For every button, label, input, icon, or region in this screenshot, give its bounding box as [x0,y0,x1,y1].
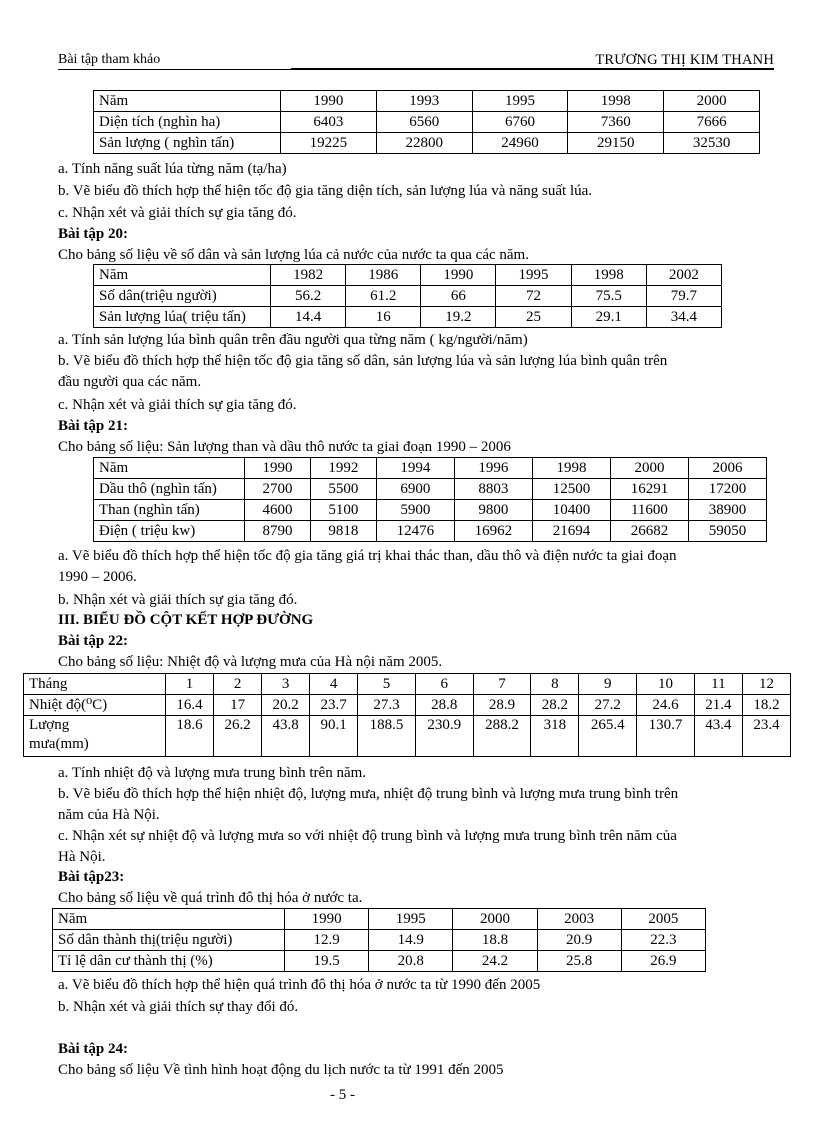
table-cell: 19225 [281,133,377,154]
table-cell: Năm [94,265,271,286]
ex22-b-cont: năm của Hà Nội. [58,807,160,823]
table-cell: 12500 [532,479,610,500]
ex19-a: a. Tính năng suất lúa từng năm (tạ/ha) [58,161,287,177]
table-cell: 2700 [245,479,311,500]
table-cell: Diện tích (nghìn ha) [94,112,281,133]
table-cell: 1995 [472,91,568,112]
table-cell: 1990 [285,909,369,930]
ex20-b: b. Vẽ biểu đồ thích hợp thể hiện tốc độ gia tăng số dân, sản lượng lúa và sản lượng lúa bình quân trên [58,353,668,369]
table-cell: Số dân(triệu người) [94,286,271,307]
table-cell: 1990 [245,458,311,479]
table-cell: 18.6 [166,716,214,757]
table-cell: 32530 [664,133,760,154]
ex21-a-cont: 1990 – 2006. [58,569,137,585]
table-cell: 21.4 [694,695,742,716]
table-row [24,695,791,716]
ex23-a: a. Vẽ biểu đồ thích hợp thể hiện quá trình đô thị hóa ở nước ta từ 1990 đến 2005 [58,977,541,993]
table-row [94,286,722,307]
table-cell: 24.6 [637,695,695,716]
table-cell: 1 [166,674,214,695]
table-cell: 9800 [454,500,532,521]
table-cell: 1994 [376,458,454,479]
table-cell: 5 [358,674,416,695]
header-rule-thick [291,68,774,70]
table-cell: 4600 [245,500,311,521]
table-cell: 72 [496,286,571,307]
table-row [24,716,791,757]
table-cell: 34.4 [646,307,721,328]
table-cell: 16 [346,307,421,328]
table-cell: 1996 [454,458,532,479]
table-cell: 188.5 [358,716,416,757]
table-cell: 5900 [376,500,454,521]
ex24-title: Bài tập 24: [58,1041,129,1057]
table-cell: 2006 [688,458,766,479]
table-cell: 75.5 [571,286,646,307]
table-cell: 10 [637,674,695,695]
table-cell: 24960 [472,133,568,154]
table-cell: 318 [531,716,579,757]
table-cell: 11600 [610,500,688,521]
table-cell: 22.3 [621,930,705,951]
table-cell: 230.9 [415,716,473,757]
table-row [94,521,767,542]
table-cell: 1998 [571,265,646,286]
table-cell: 21694 [532,521,610,542]
table-row [53,930,706,951]
ex20-c: c. Nhận xét và giải thích sự gia tăng đó. [58,397,297,413]
ex22-title: Bài tập 22: [58,633,129,649]
table-cell: 7 [473,674,531,695]
table-cell: 265.4 [579,716,637,757]
table-cell: 7360 [568,112,664,133]
table-cell: 79.7 [646,286,721,307]
table-cell: 8 [531,674,579,695]
table-cell: 6900 [376,479,454,500]
table-cell: 12476 [376,521,454,542]
table-cell: 2 [214,674,262,695]
table-cell: Sản lượng lúa( triệu tấn) [94,307,271,328]
table-cell: 24.2 [453,951,537,972]
table-cell: Dầu thô (nghìn tấn) [94,479,245,500]
ex21-b: b. Nhận xét và giải thích sự gia tăng đó. [58,592,298,608]
table-cell: 1992 [310,458,376,479]
table-cell: 2000 [453,909,537,930]
section-3-heading: III. BIỂU ĐỒ CỘT KẾT HỢP ĐƯỜNG [58,612,314,628]
table-cell: 27.3 [358,695,416,716]
table-cell: 1990 [421,265,496,286]
table-cell: 5500 [310,479,376,500]
ex19-c: c. Nhận xét và giải thích sự gia tăng đó. [58,205,297,221]
table-cell: 20.2 [262,695,310,716]
table-cell: Năm [94,91,281,112]
table-cell: 17 [214,695,262,716]
table-cell: 16291 [610,479,688,500]
table-cell: Tỉ lệ dân cư thành thị (%) [53,951,285,972]
table-cell: 9 [579,674,637,695]
table-hanoi-climate [23,673,791,757]
table-row [94,479,767,500]
table-cell: Tháng [24,674,166,695]
table-row [94,265,722,286]
table-cell: 5100 [310,500,376,521]
table-cell: 90.1 [310,716,358,757]
table-cell: 66 [421,286,496,307]
ex23-b: b. Nhận xét và giải thích sự thay đổi đó. [58,999,299,1015]
table-row [94,500,767,521]
table-cell: 2000 [664,91,760,112]
table-cell: 23.7 [310,695,358,716]
table-cell: 3 [262,674,310,695]
table-cell: 1986 [346,265,421,286]
table-cell: 1993 [376,91,472,112]
table-cell: Năm [94,458,245,479]
table-cell [24,716,166,757]
page-header [58,52,774,72]
ex23-title: Bài tập23: [58,869,125,885]
ex24-intro: Cho bảng số liệu Về tình hình hoạt động du lịch nước ta từ 1991 đến 2005 [58,1062,504,1078]
table-cell: 43.4 [694,716,742,757]
ex20-a: a. Tính sản lượng lúa bình quân trên đầu người qua từng năm ( kg/người/năm) [58,332,528,348]
table-row [94,458,767,479]
table-cell: 14.9 [369,930,453,951]
table-cell: 59050 [688,521,766,542]
table-cell: 19.5 [285,951,369,972]
table-cell: 25 [496,307,571,328]
table-cell: 2000 [610,458,688,479]
ex22-c: c. Nhận xét sự nhiệt độ và lượng mưa so với nhiệt độ trung bình và lượng mưa trung bình trên năm của [58,828,677,844]
table-cell: 1995 [369,909,453,930]
table-cell: 23.4 [742,716,790,757]
table-cell: 10400 [532,500,610,521]
table-cell: 4 [310,674,358,695]
table-cell: 288.2 [473,716,531,757]
table-cell: 1982 [271,265,346,286]
table-row [94,91,760,112]
header-right: TRƯƠNG THỊ KIM THANH [595,52,774,68]
table-cell: Than (nghìn tấn) [94,500,245,521]
table-cell: 11 [694,674,742,695]
header-left: Bài tập tham khảo [58,52,161,67]
table-cell: 56.2 [271,286,346,307]
table-cell: 61.2 [346,286,421,307]
table-cell: 29150 [568,133,664,154]
ex20-b-cont: đầu người qua các năm. [58,374,202,390]
table-cell: 8790 [245,521,311,542]
table-cell: 18.2 [742,695,790,716]
ex23-intro: Cho bảng số liệu về quá trình đô thị hóa ở nước ta. [58,890,363,906]
table-cell: 130.7 [637,716,695,757]
table-row [53,909,706,930]
table-cell: 12.9 [285,930,369,951]
table-urbanization [52,908,706,972]
table-row [94,112,760,133]
table-cell: 43.8 [262,716,310,757]
table-cell: 6403 [281,112,377,133]
table-cell: 8803 [454,479,532,500]
ex20-intro: Cho bảng số liệu về số dân và sản lượng lúa cả nước của nước ta qua các năm. [58,247,529,263]
table-row [24,674,791,695]
table-cell: 28.9 [473,695,531,716]
table-row [53,951,706,972]
table-cell: Năm [53,909,285,930]
table-row [94,133,760,154]
table-cell: Nhiệt độ(⁰C) [24,695,166,716]
table-cell: 7666 [664,112,760,133]
table-cell: Điện ( triệu kw) [94,521,245,542]
ex21-a: a. Vẽ biểu đồ thích hợp thể hiện tốc độ gia tăng giá trị khai thác than, dầu thô và điện nước ta giai đoạn [58,548,677,564]
table-row [94,307,722,328]
rain-label-line1: Lượng [29,717,70,733]
table-rice-area-output [93,90,760,154]
ex19-b: b. Vẽ biểu đồ thích hợp thể hiện tốc độ gia tăng diện tích, sản lượng lúa và năng suất lúa. [58,183,593,199]
table-cell: 6 [415,674,473,695]
table-cell: 26.2 [214,716,262,757]
table-cell: 6760 [472,112,568,133]
table-population-rice [93,264,722,328]
ex20-title: Bài tập 20: [58,226,129,242]
table-cell: 27.2 [579,695,637,716]
table-cell: 1995 [496,265,571,286]
table-cell: 1998 [532,458,610,479]
table-cell: 1990 [281,91,377,112]
page-number: - 5 - [330,1087,355,1103]
table-cell: 12 [742,674,790,695]
table-coal-oil-power [93,457,767,542]
rain-label-line2: mưa(mm) [29,736,89,752]
table-cell: 2005 [621,909,705,930]
table-cell: 26.9 [621,951,705,972]
table-cell: 19.2 [421,307,496,328]
table-cell: 2003 [537,909,621,930]
table-cell: 20.8 [369,951,453,972]
table-cell: 14.4 [271,307,346,328]
table-cell: 26682 [610,521,688,542]
table-cell: 17200 [688,479,766,500]
table-cell: 1998 [568,91,664,112]
table-cell: Số dân thành thị(triệu người) [53,930,285,951]
table-cell: 16.4 [166,695,214,716]
table-cell: 20.9 [537,930,621,951]
table-cell: 38900 [688,500,766,521]
ex22-c-cont: Hà Nội. [58,849,106,865]
table-cell: 6560 [376,112,472,133]
table-cell: Sản lượng ( nghìn tấn) [94,133,281,154]
table-cell: 29.1 [571,307,646,328]
table-cell: 25.8 [537,951,621,972]
ex22-b: b. Vẽ biểu đồ thích hợp thể hiện nhiệt độ, lượng mưa, nhiệt độ trung bình và lượng mưa trung bình trên [58,786,679,802]
table-cell: 28.8 [415,695,473,716]
ex22-a: a. Tính nhiệt độ và lượng mưa trung bình trên năm. [58,765,367,781]
ex21-intro: Cho bảng số liệu: Sản lượng than và dầu thô nước ta giai đoạn 1990 – 2006 [58,439,511,455]
table-cell: 28.2 [531,695,579,716]
table-cell: 18.8 [453,930,537,951]
table-cell: 9818 [310,521,376,542]
table-cell: 2002 [646,265,721,286]
ex21-title: Bài tập 21: [58,418,129,434]
table-cell: 16962 [454,521,532,542]
ex22-intro: Cho bảng số liệu: Nhiệt độ và lượng mưa của Hà nội năm 2005. [58,654,443,670]
table-cell: 22800 [376,133,472,154]
